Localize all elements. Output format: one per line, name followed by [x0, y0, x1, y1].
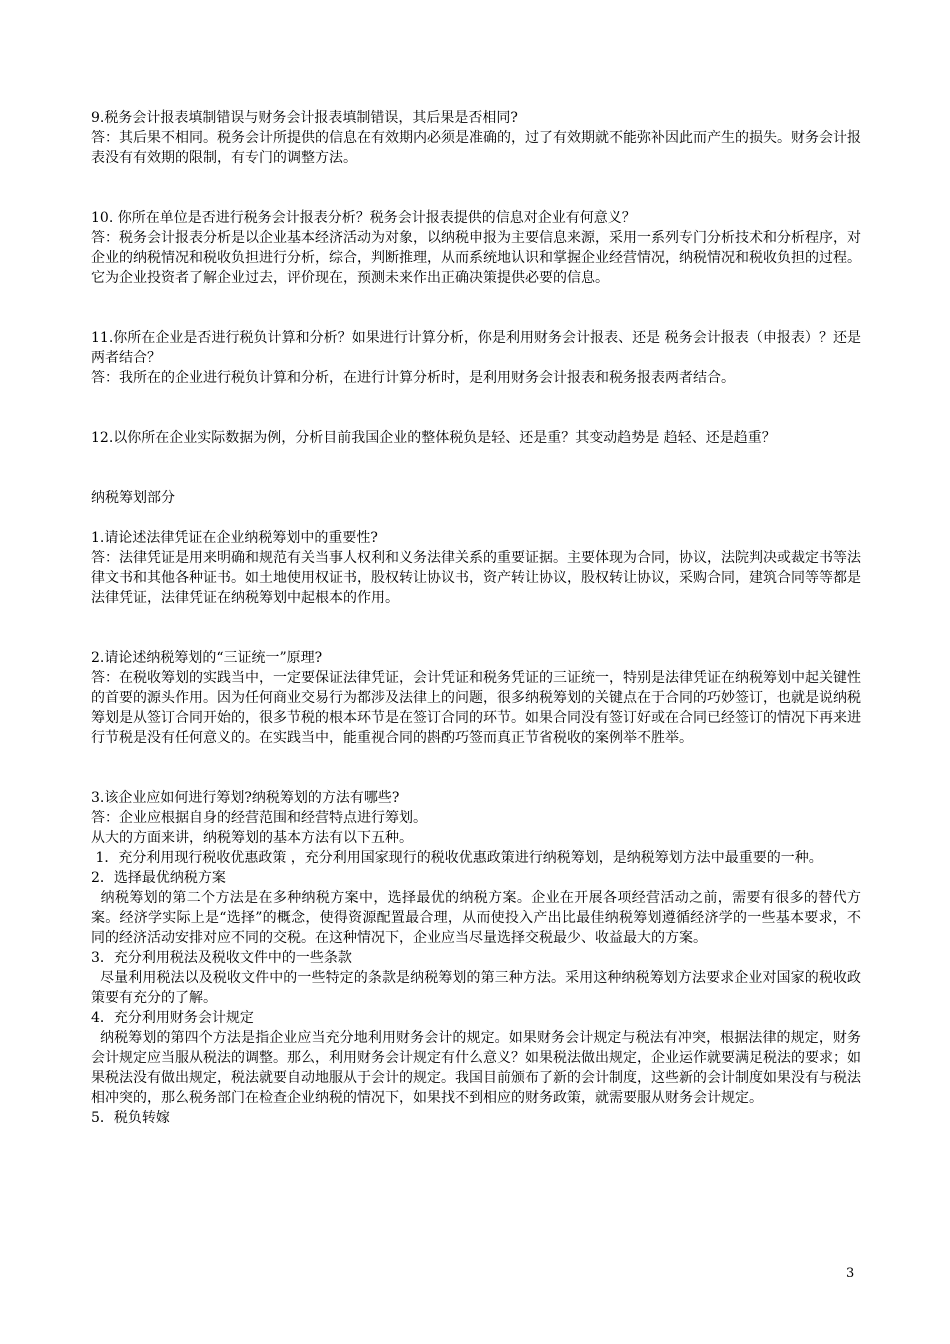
- method-3-heading: 3．充分利用税法及税收文件中的一些条款: [91, 950, 352, 966]
- answer-9: 答：其后果不相同。税务会计所提供的信息在有效期内必须是准确的，过了有效期就不能弥补因此而产生的损失。财务会计报表没有有效期的限制，有专门的调整方法。: [91, 130, 861, 166]
- page-number: 3: [846, 1266, 855, 1281]
- answer-11: 答：我所在的企业进行税负计算和分析，在进行计算分析时，是利用财务会计报表和税务报表两者结合。: [91, 370, 735, 386]
- method-1: 1．充分利用现行税收优惠政策 ，充分利用国家现行的税收优惠政策进行纳税筹划，是纳税筹划方法中最重要的一种。: [91, 850, 823, 866]
- page-content: [91, 108, 861, 1128]
- section-question-2: 2.请论述纳税筹划的“三证统一”原理?: [91, 650, 323, 666]
- question-11: 11.你所在企业是否进行税负计算和分析？如果进行计算分析，你是利用财务会计报表、还是 税务会计报表（申报表）？还是两者结合？: [91, 330, 861, 366]
- section-answer-3-line: 从大的方面来讲，纳税筹划的基本方法有以下五种。: [91, 830, 413, 846]
- method-4-body: 纳税筹划的第四个方法是指企业应当充分地利用财务会计的规定。如果财务会计规定与税法有冲突，根据法律的规定，财务会计规定应当服从税法的调整。那么，利用财务会计规定有什么意义？如果税法做出规定，企业运作就要满足税法的要求；如果税法没有做出规定，税法就要自动地服从于会计的规定。我国目前颁布了新的会计制度，这些新的会计制度如果没有与税法相冲突的，那么税务部门在检查企业纳税的情况下，如果找不到相应的财务政策，就需要服从财务会计规定。: [91, 1030, 861, 1106]
- method-4-heading: 4．充分利用财务会计规定: [91, 1010, 254, 1026]
- section-title: 纳税筹划部分: [91, 490, 175, 506]
- answer-10: 答：税务会计报表分析是以企业基本经济活动为对象，以纳税申报为主要信息来源，采用一系列专门分析技术和分析程序，对企业的纳税情况和税收负担进行分析，综合，判断推理，从而系统地认识和掌握企业经营情况，纳税情况和税收负担的过程。它为企业投资者了解企业过去，评价现在，预测未来作出正确决策提供必要的信息。: [91, 230, 861, 286]
- method-2-body: 纳税筹划的第二个方法是在多种纳税方案中，选择最优的纳税方案。企业在开展各项经营活动之前，需要有很多的替代方案。经济学实际上是“选择”的概念，使得资源配置最合理，从而使投入产出比最佳纳税筹划遵循经济学的一些基本要求，不同的经济活动安排对应不同的交税。在这种情况下，企业应当尽量选择交税最少、收益最大的方案。: [91, 890, 861, 946]
- section-answer-3-line: 答：企业应根据自身的经营范围和经营特点进行筹划。: [91, 810, 427, 826]
- question-9: 9.税务会计报表填制错误与财务会计报表填制错误，其后果是否相同?: [91, 110, 518, 126]
- method-5-heading: 5．税负转嫁: [91, 1110, 170, 1126]
- section-answer-1: 答：法律凭证是用来明确和规范有关当事人权利和义务法律关系的重要证据。主要体现为合同，协议，法院判决或裁定书等法律文书和其他各种证书。如土地使用权证书，股权转让协议书，资产转让协议，股权转让协议，采购合同，建筑合同等等都是法律凭证，法律凭证在纳税筹划中起根本的作用。: [91, 550, 861, 606]
- question-12: 12.以你所在企业实际数据为例，分析目前我国企业的整体税负是轻、还是重？其变动趋势是 趋轻、还是趋重？: [91, 430, 776, 446]
- section-question-3: 3.该企业应如何进行筹划?纳税筹划的方法有哪些?: [91, 790, 400, 806]
- method-3-body: 尽量利用税法以及税收文件中的一些特定的条款是纳税筹划的第三种方法。采用这种纳税筹划方法要求企业对国家的税收政策要有充分的了解。: [91, 970, 861, 1006]
- method-2-heading: 2．选择最优纳税方案: [91, 870, 226, 886]
- section-answer-2: 答：在税收筹划的实践当中，一定要保证法律凭证，会计凭证和税务凭证的三证统一，特别是法律凭证在纳税筹划中起关键性的首要的源头作用。因为任何商业交易行为都涉及法律上的问题，很多纳税筹划的关键点在于合同的巧妙签订，也就是说纳税筹划是从签订合同开始的，很多节税的根本环节是在签订合同的环节。如果合同没有签订好或在合同已经签订的情况下再来进行节税是没有任何意义的。在实践当中，能重视合同的斟酌巧签而真正节省税收的案例举不胜举。: [91, 670, 861, 746]
- section-question-1: 1.请论述法律凭证在企业纳税筹划中的重要性?: [91, 530, 378, 546]
- question-10: 10. 你所在单位是否进行税务会计报表分析？税务会计报表提供的信息对企业有何意义？: [91, 210, 636, 226]
